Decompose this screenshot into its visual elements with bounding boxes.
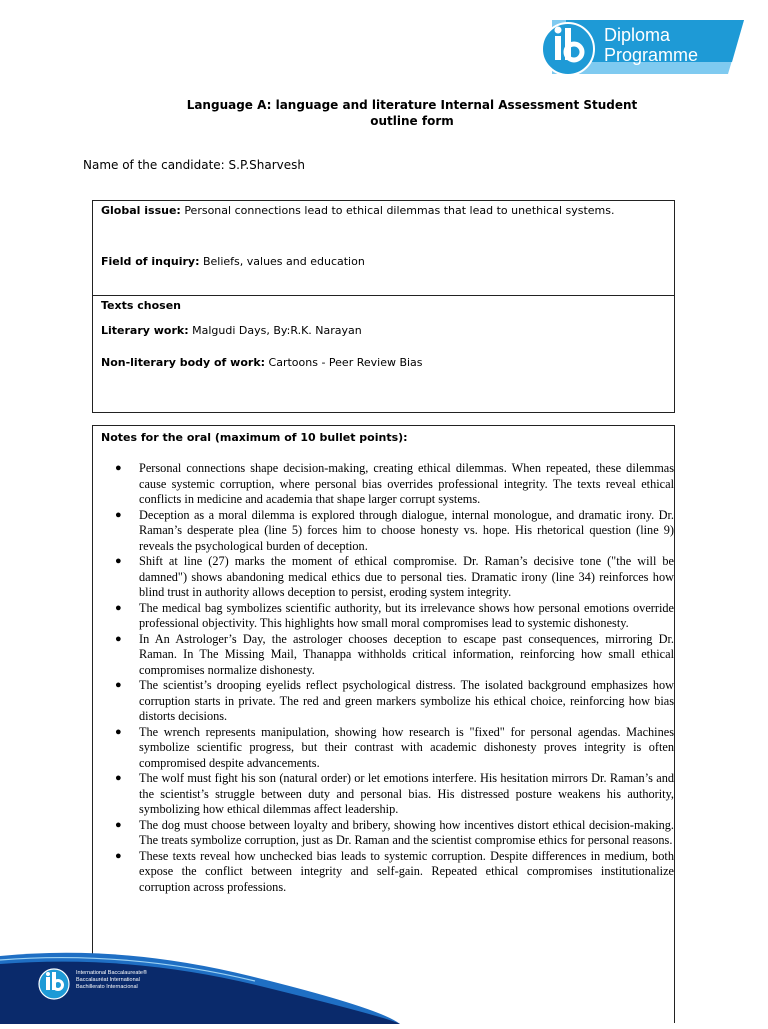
ib-diploma-logo <box>538 16 744 78</box>
candidate-name: Name of the candidate: S.P.Sharvesh <box>83 158 305 172</box>
literary-work-line <box>101 324 362 337</box>
list-item: ● The wolf must fight his son (natural order) or let emotions interfere. His hesitation mirrors Dr. Raman’s and the scientist’s struggle between duty and personal bias. His distressed posture weakens his authority, symbolizing how ethical dilemmas affect leadership. <box>115 771 674 816</box>
title-line-2: outline form <box>370 114 454 128</box>
box-divider <box>93 295 674 296</box>
ib-logo-graphic <box>538 16 744 78</box>
bullet-icon: ● <box>115 818 122 831</box>
bullet-icon: ● <box>115 725 122 738</box>
non-literary-work-label: Non-literary body of work: <box>101 356 266 369</box>
bullet-icon: ● <box>115 679 122 691</box>
bullet-icon: ● <box>115 632 122 645</box>
bullet-icon: ● <box>115 849 122 862</box>
non-literary-work-value: Cartoons - Peer Review Bias <box>268 356 423 369</box>
literary-work-value: Malgudi Days, By:R.K. Narayan <box>192 324 362 337</box>
svg-text:Diploma: Diploma <box>604 25 671 45</box>
bullet-icon: ● <box>115 462 122 474</box>
list-item: ● Shift at line (27) marks the moment of ethical compromise. Dr. Raman’s decisive tone ("the will be damned") shows abandoning medical ethics due to personal ties. Dramatic irony (line 34) reinforces how blind trust in authority allows deception to persist, eroding system integrity. <box>115 554 674 599</box>
list-item: ● The medical bag symbolizes scientific authority, but its irrelevance shows how personal emotions override professional objectivity. This highlights how small moral compromises lead to systemic dishonesty. <box>115 600 674 630</box>
field-of-inquiry-label: Field of inquiry: <box>101 255 200 268</box>
global-issue-value: Personal connections lead to ethical dilemmas that lead to unethical systems. <box>184 204 615 217</box>
literary-work-label: Literary work: <box>101 324 189 337</box>
svg-text:Programme: Programme <box>604 45 699 65</box>
footer-wave-graphic <box>0 946 400 1024</box>
field-of-inquiry-value: Beliefs, values and education <box>202 255 365 268</box>
non-literary-work-line <box>101 356 423 369</box>
bullet-icon: ● <box>115 555 122 567</box>
title-line-1: Language A: language and literature Internal Assessment Student <box>186 98 638 112</box>
ib-footer <box>0 946 400 1024</box>
list-item: ● The scientist’s drooping eyelids reflect psychological distress. The isolated background emphasizes how corruption starts in private. The red and green markers symbolize his ethical choice, reinforcing how bias distorts decisions. <box>115 678 674 723</box>
footer-text-3: Bachillerato Internacional <box>76 984 138 990</box>
global-issue-label: Global issue: <box>101 204 181 217</box>
list-item: ● The dog must choose between loyalty and bribery, showing how incentives distort ethical decision-making. The treats symbolize corruption, just as Dr. Raman and the scientist compromise ethics for personal reasons. <box>115 817 674 847</box>
list-item: ● Personal connections shape decision-making, creating ethical dilemmas. When repeated, these dilemmas cause systemic corruption, where personal bias overrides professional integrity. The texts reveal ethical conflicts in medicine and academia that shape larger corrupt systems. <box>115 461 674 506</box>
list-item: ● Deception as a moral dilemma is explored through dialogue, internal monologue, and dramatic irony. Dr. Raman’s desperate plea (line 5) forces him to choose honesty vs. hope. His rhetorical question (line 9) reveals the psychological burden of deception. <box>115 507 674 553</box>
bullet-icon: ● <box>115 601 122 614</box>
footer-text-2: Baccalauréat International <box>76 977 140 983</box>
footer-text-1: International Baccalaureate® <box>76 970 148 976</box>
field-of-inquiry-line <box>101 255 365 268</box>
notes-list <box>93 461 674 895</box>
bullet-icon: ● <box>115 772 122 784</box>
list-item: ● In An Astrologer’s Day, the astrologer chooses deception to escape past consequences, mirroring Dr. Raman. In The Missing Mail, Thanappa withholds critical information, reinforcing how small ethical compromises normalize dishonesty. <box>115 631 674 677</box>
page-title <box>140 97 684 129</box>
notes-box <box>92 425 675 1023</box>
list-item: ● These texts reveal how unchecked bias leads to systemic corruption. Despite differences in medium, both expose the conflict between integrity and self-gain. Repeated ethical compromises institutionalize corruption across professions. <box>115 848 674 894</box>
texts-chosen-heading: Texts chosen <box>101 299 181 312</box>
bullet-icon: ● <box>115 508 122 521</box>
notes-title: Notes for the oral (maximum of 10 bullet points): <box>101 431 408 444</box>
list-item: ● The wrench represents manipulation, showing how research is "fixed" for personal agendas. Machines symbolize scientific progress, but their contrast with academic dishonesty proves integrity is often compromised despite advancements. <box>115 724 674 770</box>
topic-box <box>92 200 675 413</box>
global-issue-line <box>101 204 615 217</box>
